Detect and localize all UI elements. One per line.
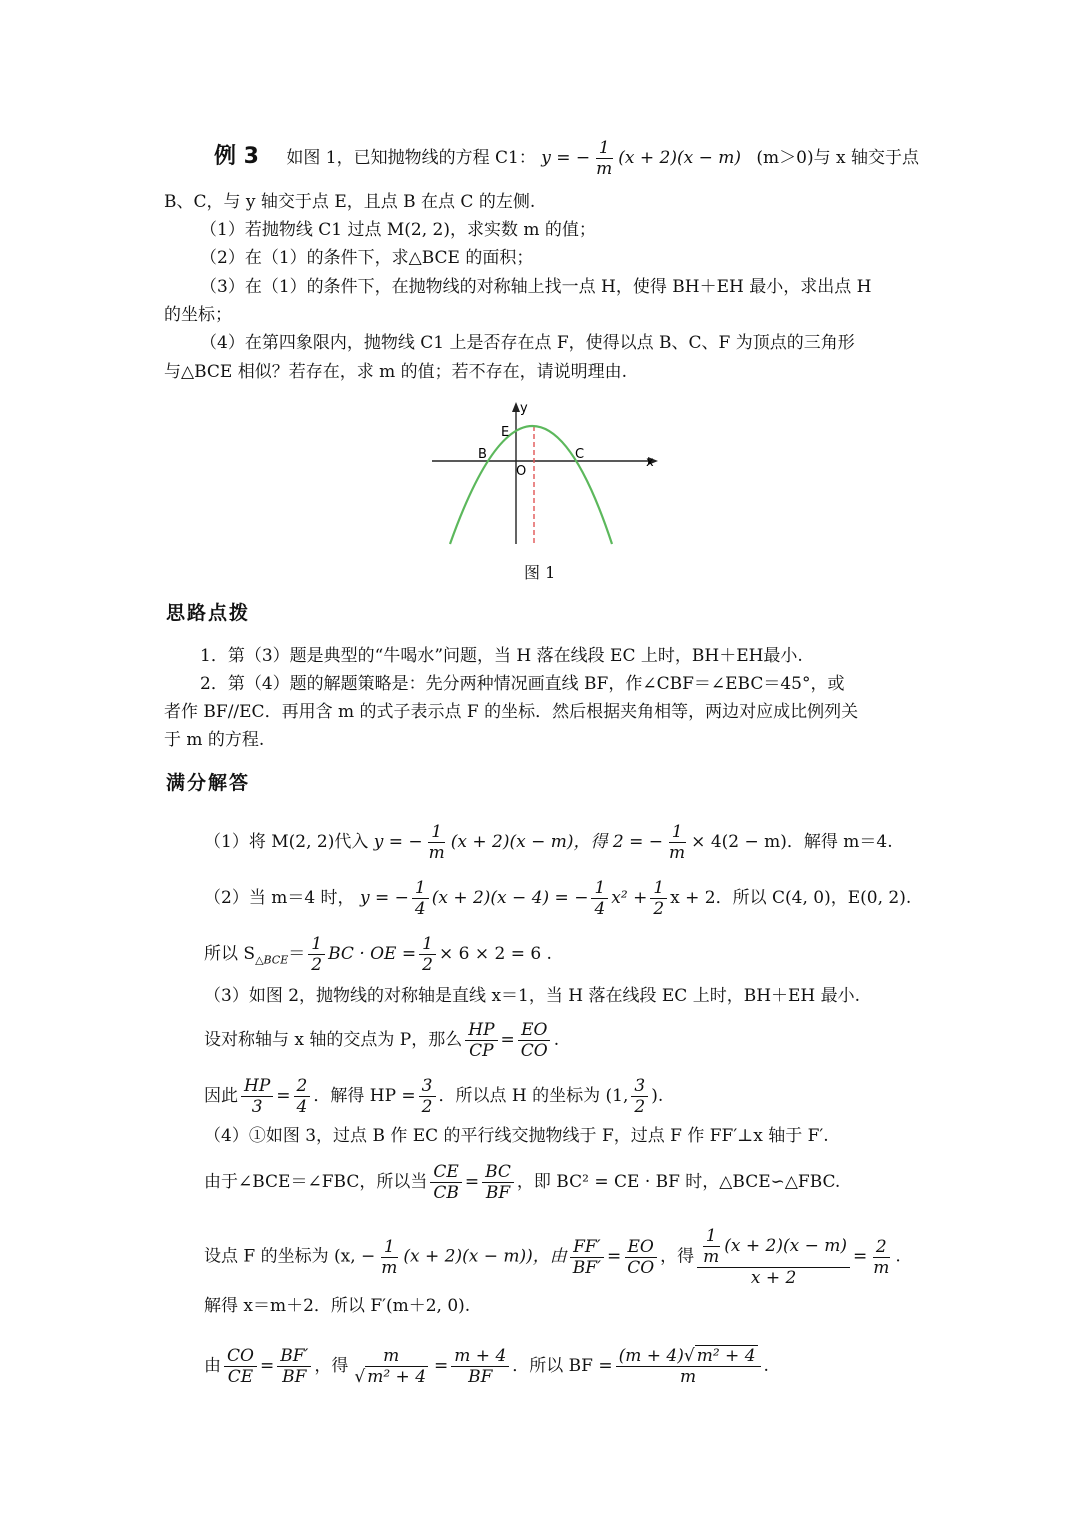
eq-prefix: y = − [541,148,591,168]
s1-frac-b [666,822,688,863]
compound-num-text: (x + 2)(x − m) [724,1236,848,1256]
question-3a: （3）在（1）的条件下，在抛物线的对称轴上找一点 H，使得 BH＋EH 最小，求出点 H [200,277,872,297]
solution-step-3: （3）如图 2，抛物线的对称轴是直线 x＝1，当 H 落在线段 EC 上时，BH＋EH 最小. [204,986,861,1006]
frac-num: 1 [669,822,686,843]
question-1: （1）若抛物线 C1 过点 M(2, 2)，求实数 m 的值； [200,220,596,240]
s3-text-d: × 6 × 2 = 6 . [438,944,552,964]
equals-sign: = [464,1172,480,1192]
frac-num: EO [625,1237,657,1258]
frac-num: m [380,1346,402,1367]
frac-den-sqrt: √ m² + 4 [354,1367,427,1387]
frac-den: m [873,1257,890,1278]
frac-den: 4 [296,1097,308,1117]
s2-frac-c [650,878,667,919]
label-e: E [501,425,510,440]
s6-text-b: ．解得 HP = [313,1086,416,1106]
frac-den: BF [282,1367,307,1387]
frac-num: 3 [419,1076,436,1097]
frac-num: FF′ [570,1237,603,1258]
s11-text-a: 由 [204,1356,221,1376]
frac-ff-bf [570,1237,604,1278]
s6-text-c: ．所以点 H 的坐标为 (1, [438,1086,629,1106]
period: . [895,1246,901,1267]
hint-2c: 于 m 的方程. [164,730,265,750]
s1-text-c: (x + 2)(x − m)，得 2 = − [450,832,664,852]
frac-num: 1 [412,878,429,899]
equals-sign: = [853,1246,868,1267]
parabola-curve [450,426,612,544]
bf-result-numerator: (m + 4)√ m² + 4 [616,1346,761,1367]
frac-num: 1 [703,1226,720,1247]
frac-num: 1 [419,934,436,955]
solution-f-prime: 解得 x＝m＋2．所以 F′(m＋2, 0). [204,1296,471,1316]
s9-text-c: ，得 [660,1246,695,1267]
equals-sign: = [259,1356,275,1376]
frac-num: 1 [381,1237,398,1258]
s5-text-a: 设对称轴与 x 轴的交点为 P，那么 [204,1030,463,1050]
hint-2b: 者作 BF//EC．再用含 m 的式子表示点 F 的坐标．然后根据夹角相等，两边对应成比例列关 [164,702,859,722]
solution-similar [204,1162,840,1203]
compound-denominator: x + 2 [750,1268,797,1288]
s2-text-c: (x + 2)(x − 4) = − [431,888,589,908]
frac-den: m [680,1367,697,1387]
frac-num: CE [430,1162,461,1183]
solution-step-1 [204,822,893,863]
problem-intro-b: (m＞0)与 x 轴交于点 [756,148,920,168]
frac-den: CP [469,1041,494,1061]
frac-2-m [870,1237,892,1278]
s3-frac-a [308,934,325,975]
equals-sign: = [276,1086,291,1106]
question-4b: 与△BCE 相似？若存在，求 m 的值；若不存在，请说明理由. [164,362,628,382]
s3-frac-b [419,934,436,975]
frac-3-2-a [419,1076,436,1117]
frac-num: CO [224,1346,257,1367]
solution-title: 满分解答 [166,772,251,794]
sqrt-radicand: m² + 4 [367,1367,427,1387]
s3-text-b: ＝ [288,944,306,964]
frac-num: 2 [294,1076,311,1097]
frac-1-m [378,1237,400,1278]
frac-mp4-bf [451,1346,509,1387]
solution-step-4: （4）①如图 3，过点 B 作 EC 的平行线交抛物线于 F，过点 F 作 FF′⊥x 轴于 F′. [204,1126,829,1146]
label-c: C [575,447,585,462]
s6-text-d: ). [651,1086,664,1106]
label-o: O [516,464,527,479]
s1-text-d: × 4(2 − m)．解得 m＝4. [691,832,893,852]
hint-1: 1．第（3）题是典型的“牛喝水”问题，当 H 落在线段 EC 上时，BH＋EH最小. [200,646,803,666]
question-4a: （4）在第四象限内，抛物线 C1 上是否存在点 F，使得以点 B、C、F 为顶点的三角形 [200,333,855,353]
frac-co-ce [224,1346,257,1387]
frac-num: 2 [873,1237,890,1258]
eq-numerator: 1 [596,138,613,159]
label-x: x [646,455,654,470]
s11-text-c: ．所以 BF = [512,1356,613,1376]
frac-den: 2 [634,1097,646,1117]
ratio-eo-co [518,1020,551,1061]
problem-intro: 如图 1，已知抛物线的方程 C1： [286,148,536,168]
frac-den: m [703,1247,720,1267]
s2-text-b: y = − [359,888,409,908]
frac-den: 2 [421,1097,433,1117]
frac-bf-result [616,1346,761,1387]
hint-2a: 2．第（4）题的解题策略是：先分两种情况画直线 BF，作∠CBF＝∠EBC＝45°，或 [200,674,845,694]
frac-num: 1 [308,934,325,955]
s2-text-e: x + 2．所以 C(4, 0)，E(0, 2). [670,888,912,908]
frac-den: 4 [414,899,426,919]
frac-den: m [428,843,445,863]
frac-num: HP [241,1076,273,1097]
frac-den: 2 [422,955,433,975]
frac-den: 3 [251,1097,263,1117]
frac-num: 1 [428,822,445,843]
question-2: （2）在（1）的条件下，求△BCE 的面积； [200,248,534,268]
figure-caption: 图 1 [524,563,556,582]
frac-num: m + 4 [451,1346,509,1367]
eq-fraction [593,138,615,179]
bf-num-text: (m + 4) [618,1346,684,1366]
solution-h-point [204,1076,663,1117]
frac-num: BC [482,1162,514,1183]
frac-den: CE [227,1367,254,1387]
frac-eo-co [624,1237,657,1278]
frac-num: EO [518,1020,550,1041]
period: . [763,1356,769,1376]
solution-ratio [204,1020,559,1061]
ratio-hp-cp [465,1020,497,1061]
s3-subscript: △BCE [255,953,289,967]
equals-sign: = [606,1246,622,1267]
frac-den: 4 [594,899,606,919]
frac-compound [697,1226,850,1288]
question-3b: 的坐标； [164,305,232,325]
s1-text-b: y = − [373,832,423,852]
s2-frac-b [591,878,608,919]
frac-den: BF′ [572,1257,601,1278]
frac-den: 2 [653,899,665,919]
frac-1-m-inner [700,1226,722,1267]
frac-bc-bf [482,1162,514,1203]
y-arrow-icon [512,402,520,412]
frac-m-sqrt [351,1346,431,1387]
s2-text-a: （2）当 m＝4 时， [204,888,355,908]
figure-1 [420,398,670,550]
s3-text-a: 所以 S [204,944,256,964]
label-y: y [520,401,528,416]
frac-3-2-b [631,1076,648,1117]
solution-area [204,934,552,975]
s11-text-b: ，得 [314,1356,349,1376]
problem-first-line [214,138,919,179]
frac-den: BF [468,1367,493,1387]
frac-num: 3 [631,1076,648,1097]
example-label: 例 3 [214,144,259,169]
s9-text-a: 设点 F 的坐标为 (x, − [204,1246,376,1267]
problem-line-2: B、C，与 y 轴交于点 E，且点 B 在点 C 的左侧. [164,192,536,212]
s2-frac-a [412,878,429,919]
eq-denominator: m [596,159,613,179]
frac-num: BF′ [277,1346,311,1367]
compound-numerator [697,1226,850,1268]
s8-text-b: ，即 BC² = CE · BF 时，△BCE∽△FBC. [516,1172,841,1192]
s9-text-b: (x + 2)(x − m))，由 [403,1246,567,1267]
solution-bf [204,1346,769,1387]
s2-text-d: x² + [611,888,648,908]
frac-ce-cb [430,1162,462,1203]
hints-title: 思路点拨 [166,602,251,624]
frac-den: m [381,1257,398,1278]
solution-step-2 [204,878,911,919]
frac-den: CB [433,1183,459,1203]
frac-den: m [669,843,686,863]
frac-num: 1 [650,878,667,899]
frac-num: 1 [591,878,608,899]
equals-sign: = [434,1356,449,1376]
eq-suffix: (x + 2)(x − m) [618,148,742,168]
equals-sign: = [500,1030,515,1050]
label-b: B [478,447,487,462]
frac-den: BF [485,1183,511,1203]
frac-den: CO [627,1257,655,1278]
s3-text-c: BC · OE = [328,944,417,964]
frac-2-4 [294,1076,311,1117]
s8-text-a: 由于∠BCE＝∠FBC，所以当 [204,1172,428,1192]
frac-den: CO [520,1041,548,1061]
frac-hp-3 [241,1076,273,1117]
sqrt-radicand: m² + 4 [696,1346,756,1366]
frac-den: 2 [311,955,323,975]
s6-text-a: 因此 [204,1086,238,1106]
s1-text-a: （1）将 M(2, 2)代入 [204,832,369,852]
s1-frac-a [426,822,448,863]
frac-bfp-bf [277,1346,311,1387]
frac-num: HP [465,1020,497,1041]
solution-f-coordinate [204,1226,901,1288]
period: . [553,1030,560,1050]
